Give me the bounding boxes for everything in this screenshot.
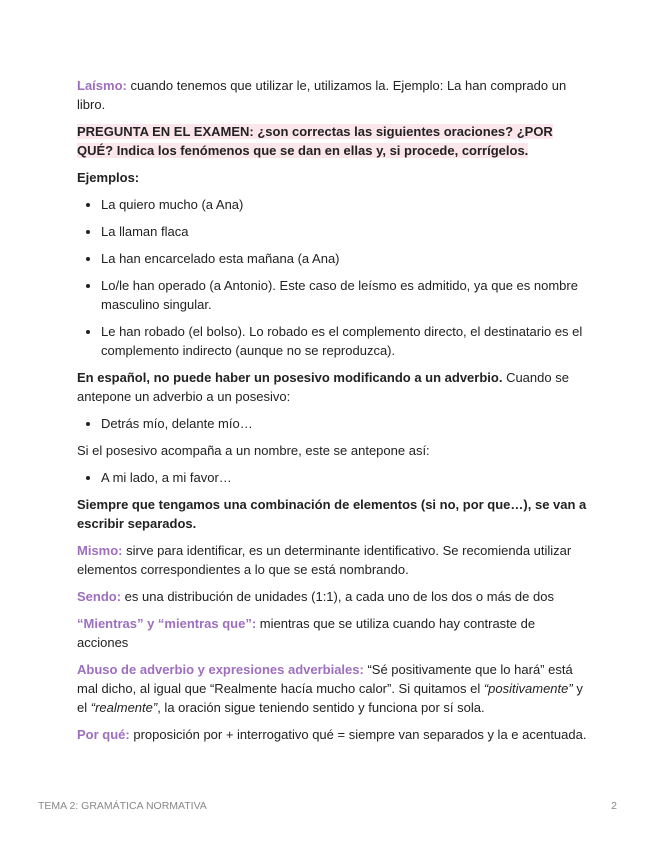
posesivo-list (77, 414, 587, 433)
mismo-paragraph (77, 541, 587, 579)
exam-question: PREGUNTA EN EL EXAMEN: ¿son correctas las siguientes oraciones? ¿POR QUÉ? Indica los fenómenos que se dan en ellas y, si procede, corrígelos. (77, 124, 553, 158)
page-content (77, 76, 587, 752)
examples-heading: Ejemplos: (77, 170, 140, 185)
abuso-term: Abuso de adverbio y expresiones adverbiales: (77, 662, 364, 677)
laismo-term: Laísmo: (77, 78, 127, 93)
exam-question-paragraph (77, 122, 587, 160)
examples-list (77, 195, 587, 360)
nombre-list (77, 468, 587, 487)
posesivo-paragraph (77, 368, 587, 406)
footer-title: TEMA 2: GRAMÁTICA NORMATIVA (38, 800, 207, 812)
list-item: • La llaman flaca (101, 222, 587, 241)
mientras-text: mientras que se utiliza cuando hay contraste de acciones (77, 616, 536, 650)
nombre-paragraph: Si el posesivo acompaña a un nombre, este se antepone así: (77, 443, 430, 458)
list-item: • A mi lado, a mi favor… (101, 468, 587, 487)
mientras-term: “Mientras” y “mientras que”: (77, 616, 257, 631)
list-item: • La quiero mucho (a Ana) (101, 195, 587, 214)
posesivo-bold: En español, no puede haber un posesivo modificando a un adverbio. (77, 370, 503, 385)
posesivo-text: Cuando se antepone un adverbio a un posesivo: (77, 370, 569, 404)
mismo-term: Mismo: (77, 543, 123, 558)
sendo-term: Sendo: (77, 589, 122, 604)
list-item: • Detrás mío, delante mío… (101, 414, 587, 433)
list-item: • La han encarcelado esta mañana (a Ana) (101, 249, 587, 268)
sendo-text: es una distribución de unidades (1:1), a cada uno de los dos o más de dos (121, 589, 554, 604)
separados-paragraph: Siempre que tengamos una combinación de elementos (si no, por que…), se van a escribir separados. (77, 497, 587, 531)
list-item: • Le han robado (el bolso). Lo robado es el complemento directo, el destinatario es el complemento indirecto (aunque no se reproduzca). (101, 322, 587, 360)
page-footer (38, 800, 617, 812)
mismo-text: sirve para identificar, es un determinante identificativo. Se recomienda utilizar elementos correspondientes a lo que se está nombrando. (77, 543, 572, 577)
porque-paragraph (77, 725, 587, 744)
porque-text: proposición por + interrogativo qué = siempre van separados y la e acentuada. (129, 727, 587, 742)
mientras-paragraph (77, 614, 587, 652)
page-number: 2 (611, 800, 617, 812)
abuso-paragraph: Abuso de adverbio y expresiones adverbiales: “Sé positivamente que lo hará” está mal dicho, al igual que “Realmente hacía mucho calor”. Si quitamos el “positivamente” y el “realmente”, la oración sigue teniendo sentido y funciona por sí sola. (77, 662, 583, 715)
list-item: • Lo/le han operado (a Antonio). Este caso de leísmo es admitido, ya que es nombre masculino singular. (101, 276, 587, 314)
sendo-paragraph (77, 587, 587, 606)
porque-term: Por qué: (77, 727, 130, 742)
laismo-paragraph (77, 76, 587, 114)
laismo-text: cuando tenemos que utilizar le, utilizamos la. Ejemplo: La han comprado un libro. (77, 78, 567, 112)
